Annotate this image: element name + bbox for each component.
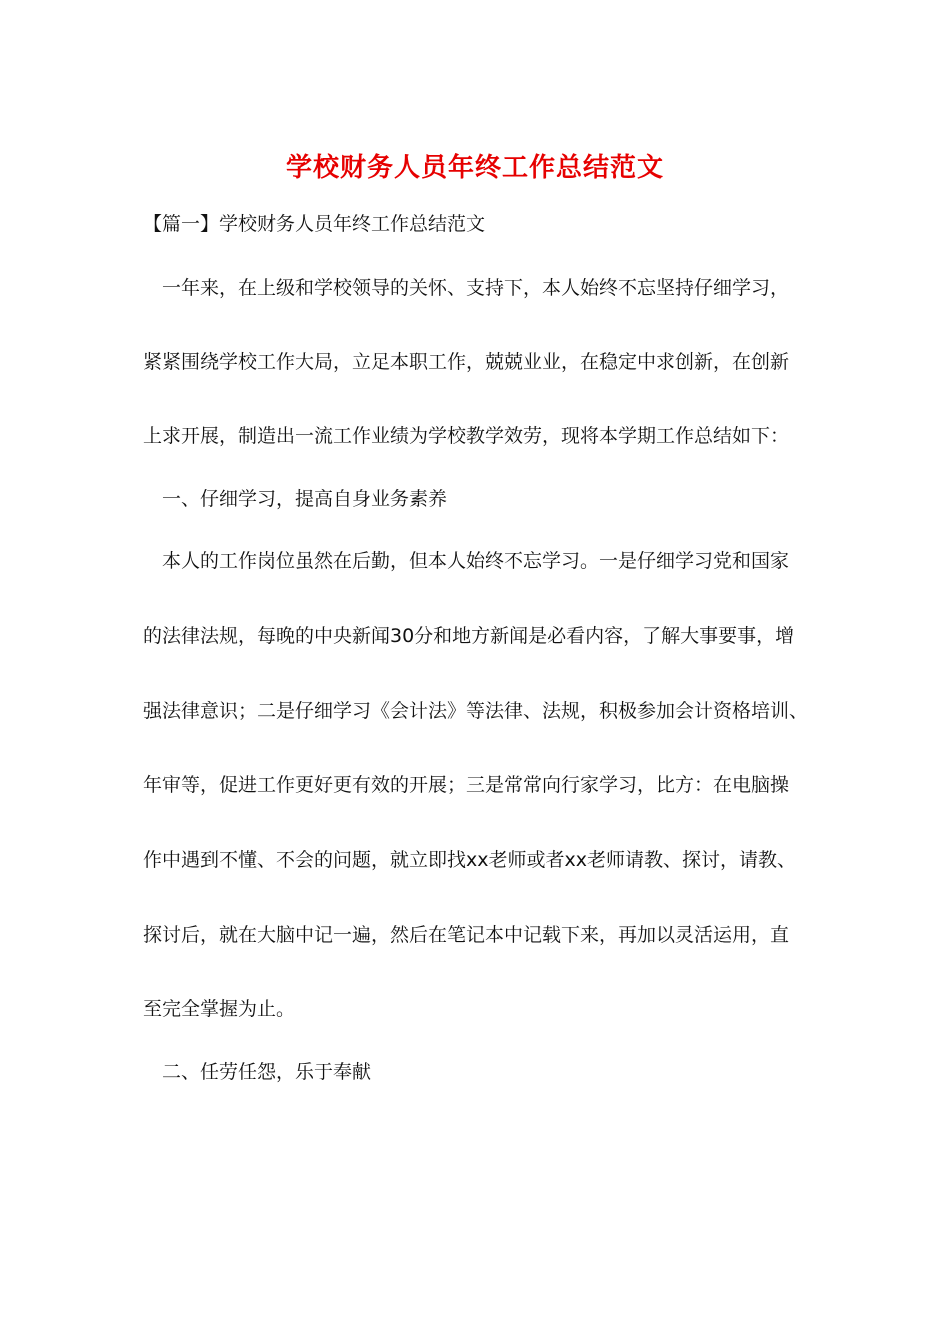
paragraph-line: 年审等，促进工作更好更有效的开展；三是常常向行家学习，比方：在电脑操 xyxy=(143,774,790,796)
paragraph-line: 紧紧围绕学校工作大局，立足本职工作，兢兢业业，在稳定中求创新，在创新 xyxy=(143,351,790,373)
paragraph-line: 探讨后，就在大脑中记一遍，然后在笔记本中记载下来，再加以灵活运用，直 xyxy=(143,924,790,946)
paragraph-line: 上求开展，制造出一流工作业绩为学校教学效劳，现将本学期工作总结如下： xyxy=(143,425,790,447)
section-heading: 【篇一】学校财务人员年终工作总结范文 xyxy=(143,213,486,235)
subheading: 一、仔细学习，提高自身业务素养 xyxy=(162,488,448,510)
paragraph-line: 作中遇到不懂、不会的问题，就立即找xx老师或者xx老师请教、探讨，请教、 xyxy=(143,849,796,871)
paragraph-line: 一年来，在上级和学校领导的关怀、支持下，本人始终不忘坚持仔细学习， xyxy=(162,277,790,299)
paragraph-line: 强法律意识；二是仔细学习《会计法》等法律、法规，积极参加会计资格培训、 xyxy=(143,700,809,722)
paragraph-line: 本人的工作岗位虽然在后勤，但本人始终不忘学习。一是仔细学习党和国家 xyxy=(162,550,790,572)
subheading: 二、任劳任怨，乐于奉献 xyxy=(162,1061,372,1083)
paragraph-line: 至完全掌握为止。 xyxy=(143,998,296,1020)
document-title: 学校财务人员年终工作总结范文 xyxy=(285,153,664,183)
paragraph-line: 的法律法规，每晚的中央新闻30分和地方新闻是必看内容，了解大事要事，增 xyxy=(143,625,795,647)
